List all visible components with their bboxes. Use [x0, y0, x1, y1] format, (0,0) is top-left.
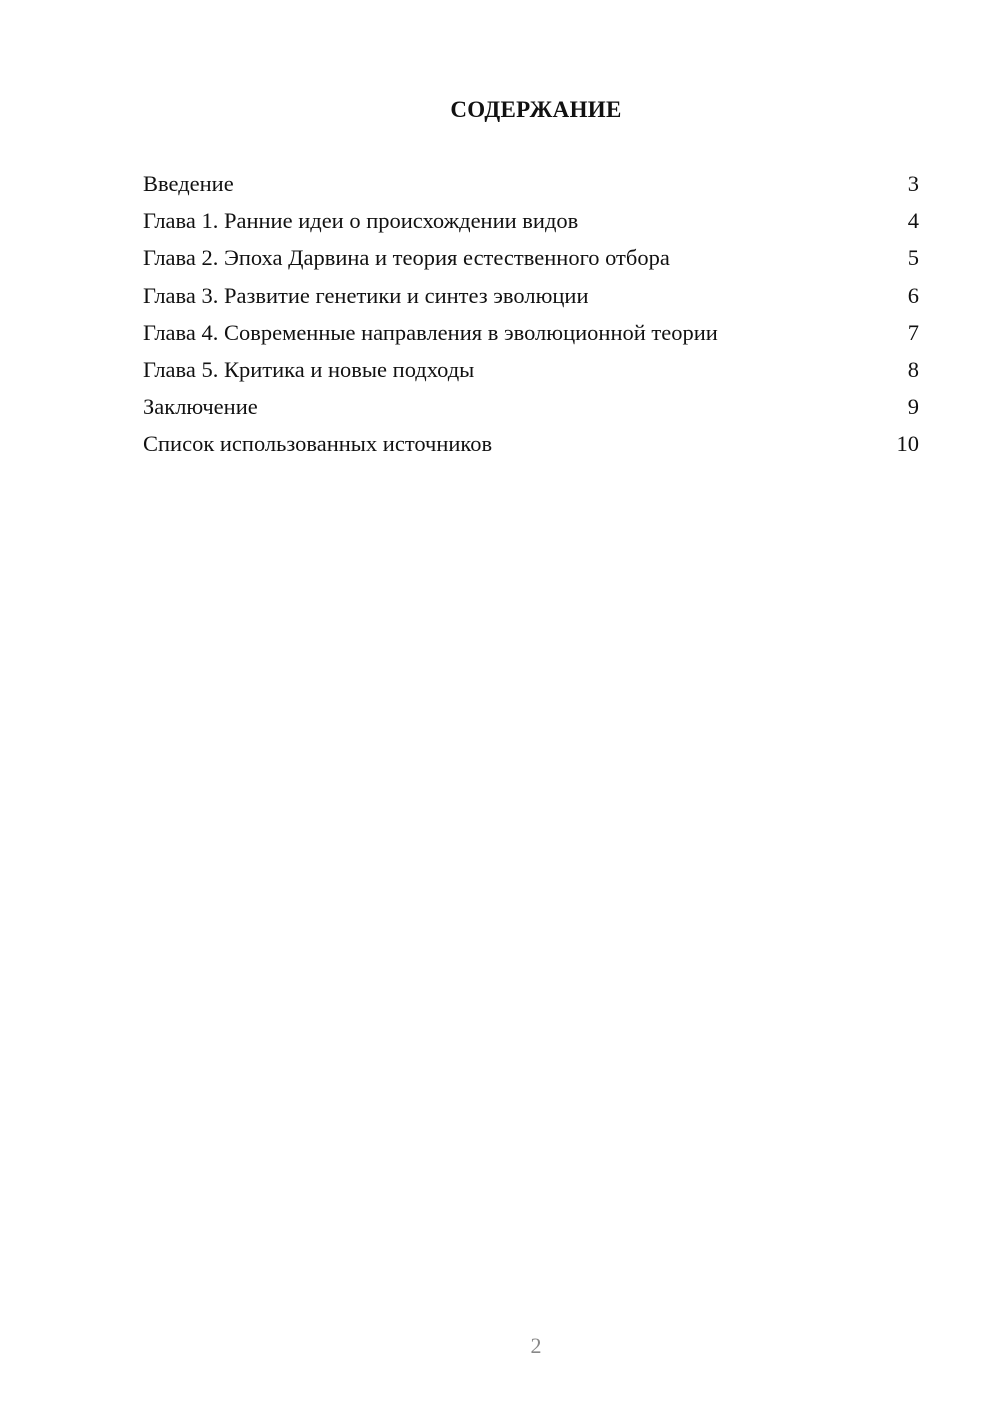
toc-entry-title: Глава 3. Развитие генетики и синтез эволюции	[143, 282, 589, 308]
page-number: 2	[530, 1333, 542, 1358]
toc-entry-page: 5	[907, 245, 919, 271]
toc-entry-page: 10	[896, 431, 919, 457]
toc-entry-page: 8	[907, 356, 919, 382]
toc-entry[interactable]	[143, 169, 919, 206]
page-title: СОДЕРЖАНИЕ	[450, 97, 622, 122]
toc-entry[interactable]	[143, 281, 919, 318]
toc-entry-page: 7	[907, 319, 919, 345]
toc-entry-title: Заключение	[143, 394, 258, 420]
toc-entry-page: 6	[907, 282, 919, 308]
toc-entry-page: 3	[907, 171, 919, 196]
toc-entry-page: 9	[907, 394, 919, 420]
toc-entry-title: Глава 4. Современные направления в эволюционной теории	[143, 319, 718, 345]
toc-entry-title: Глава 2. Эпоха Дарвина и теория естественного отбора	[143, 245, 670, 271]
toc-entry-title: Глава 1. Ранние идеи о происхождении видов	[143, 208, 579, 234]
table-of-contents	[143, 169, 919, 467]
toc-entry-title: Список использованных источников	[143, 431, 493, 457]
toc-entry-title: Введение	[143, 171, 234, 196]
toc-entry[interactable]	[143, 355, 919, 392]
toc-entry-page: 4	[907, 208, 919, 234]
toc-entry[interactable]	[143, 318, 919, 355]
toc-entry-title: Глава 5. Критика и новые подходы	[143, 356, 475, 382]
toc-entry[interactable]	[143, 429, 919, 466]
toc-entry[interactable]	[143, 243, 919, 280]
toc-entry[interactable]	[143, 392, 919, 429]
toc-entry[interactable]	[143, 206, 919, 243]
